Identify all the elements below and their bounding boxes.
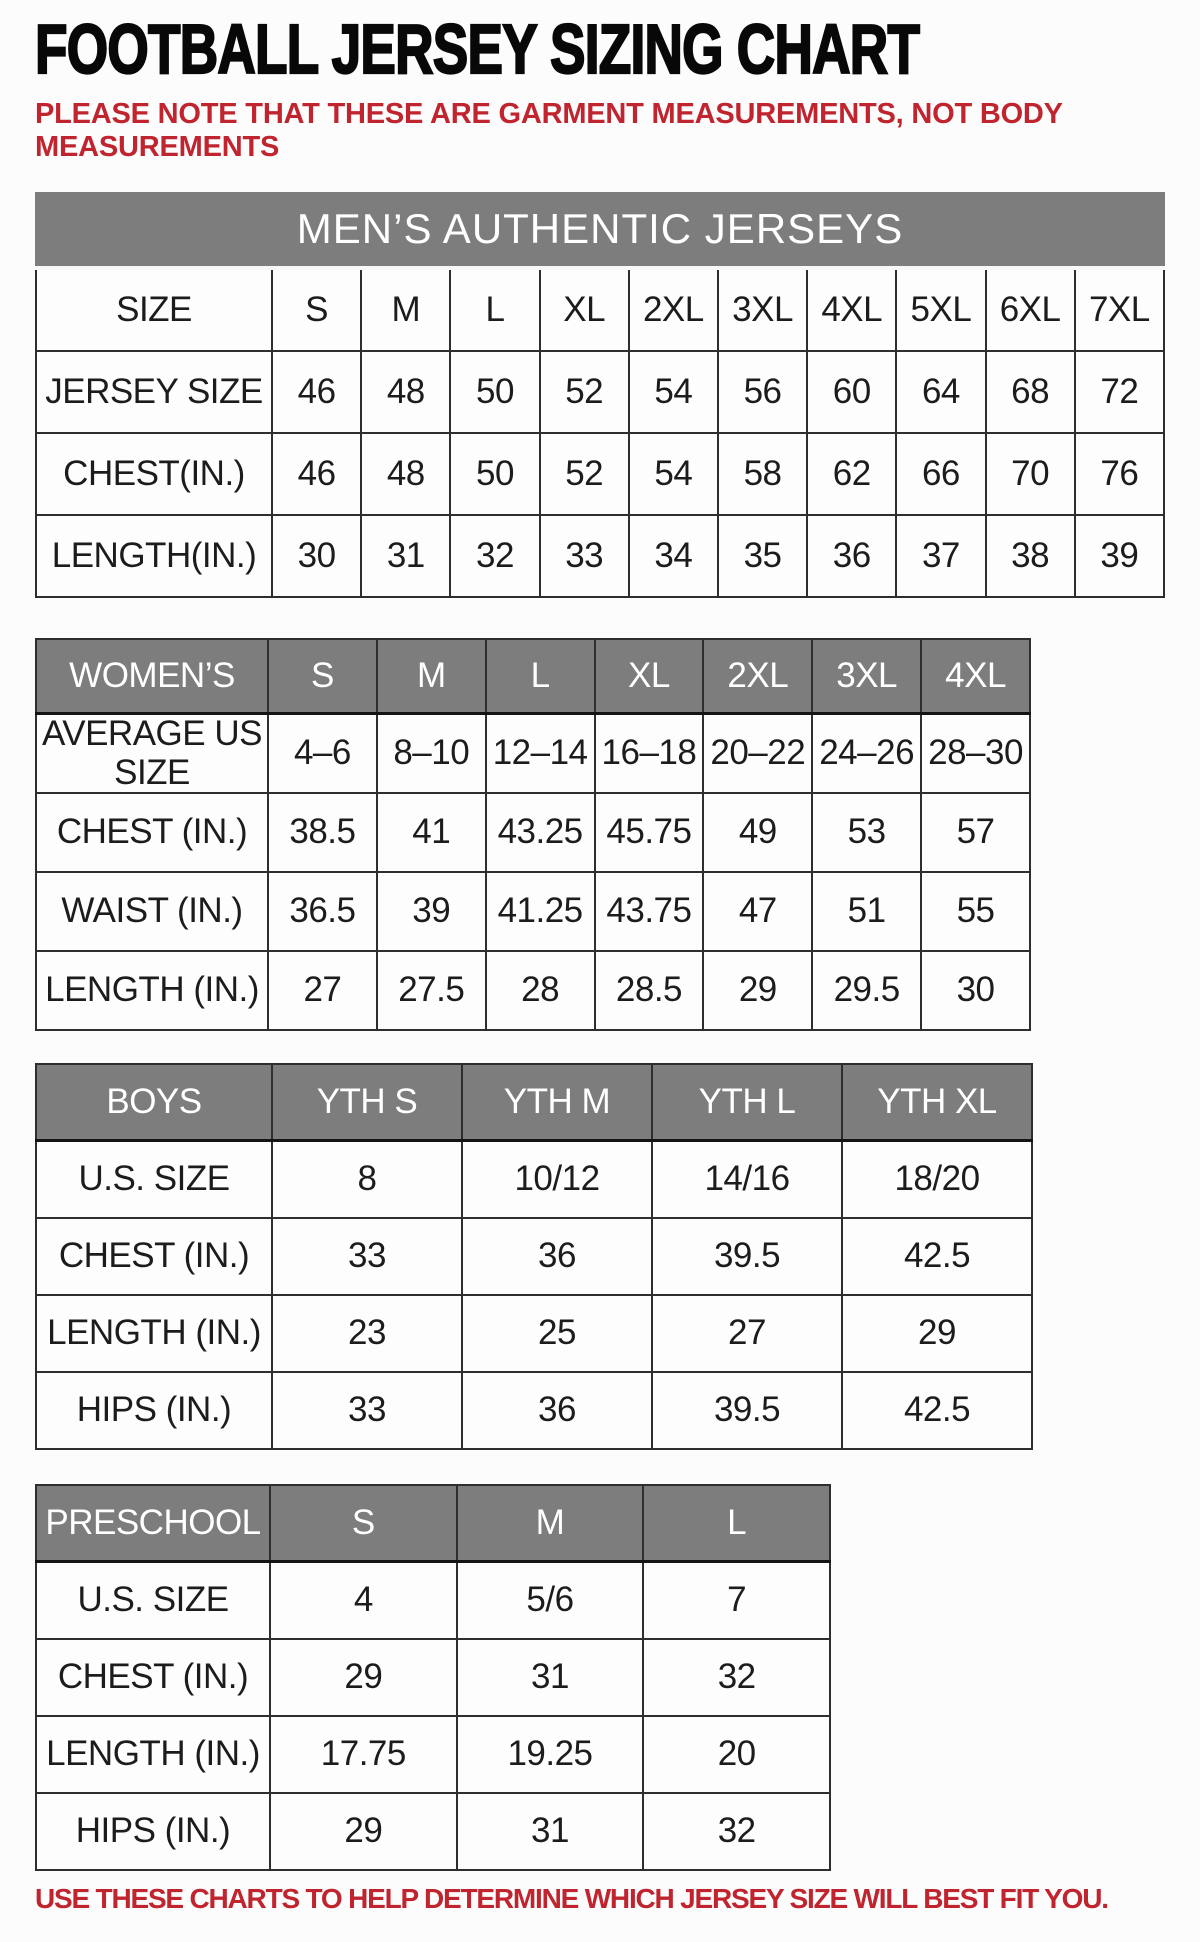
table-cell: 66 xyxy=(896,433,985,515)
mens-col-5xl: 5XL xyxy=(896,270,985,351)
table-cell: 7 xyxy=(643,1562,830,1640)
preschool-row-label: HIPS (IN.) xyxy=(36,1793,270,1870)
table-cell: 36 xyxy=(462,1372,652,1449)
womens-size-table xyxy=(35,638,1031,1031)
womens-col-xl: XL xyxy=(595,639,704,714)
boys-size-table xyxy=(35,1063,1033,1450)
footer-note: USE THESE CHARTS TO HELP DETERMINE WHICH JERSEY SIZE WILL BEST FIT YOU. xyxy=(35,1883,1108,1914)
mens-col-6xl: 6XL xyxy=(986,270,1075,351)
table-cell: 60 xyxy=(807,351,896,433)
womens-col-l: L xyxy=(486,639,595,714)
preschool-row-label: CHEST (IN.) xyxy=(36,1639,270,1716)
table-cell: 28.5 xyxy=(595,951,704,1030)
table-cell: 52 xyxy=(540,351,629,433)
mens-col-4xl: 4XL xyxy=(807,270,896,351)
table-cell: 49 xyxy=(703,793,812,872)
table-cell: 8–10 xyxy=(377,714,486,794)
table-cell: 33 xyxy=(540,515,629,597)
mens-row-jersey-size xyxy=(36,351,1164,433)
table-cell: 30 xyxy=(921,951,1030,1030)
table-cell: 19.25 xyxy=(457,1716,644,1793)
table-cell: 8 xyxy=(272,1141,462,1219)
table-cell: 17.75 xyxy=(270,1716,457,1793)
table-cell: 14/16 xyxy=(652,1141,842,1219)
table-cell: 16–18 xyxy=(595,714,704,794)
table-cell: 30 xyxy=(272,515,361,597)
womens-row-label: WAIST (IN.) xyxy=(36,872,268,951)
table-cell: 46 xyxy=(272,433,361,515)
boys-row-length-in xyxy=(36,1295,1032,1372)
table-cell: 32 xyxy=(643,1639,830,1716)
boys-row-label: LENGTH (IN.) xyxy=(36,1295,272,1372)
table-cell: 31 xyxy=(361,515,450,597)
womens-col-2xl: 2XL xyxy=(703,639,812,714)
table-cell: 29 xyxy=(270,1793,457,1870)
table-cell: 42.5 xyxy=(842,1372,1032,1449)
table-cell: 54 xyxy=(629,433,718,515)
table-cell: 29 xyxy=(270,1639,457,1716)
mens-section xyxy=(35,192,1168,598)
table-cell: 28–30 xyxy=(921,714,1030,794)
mens-row-chest-in xyxy=(36,433,1164,515)
page-title: FOOTBALL JERSEY SIZING CHART xyxy=(35,10,920,88)
table-cell: 53 xyxy=(812,793,921,872)
table-cell: 23 xyxy=(272,1295,462,1372)
table-cell: 20–22 xyxy=(703,714,812,794)
preschool-row-label: U.S. SIZE xyxy=(36,1562,270,1640)
womens-row-length-in xyxy=(36,951,1030,1030)
table-cell: 43.25 xyxy=(486,793,595,872)
boys-col-yth-l: YTH L xyxy=(652,1064,842,1141)
boys-row-chest-in xyxy=(36,1218,1032,1295)
table-cell: 41.25 xyxy=(486,872,595,951)
preschool-row-chest-in xyxy=(36,1639,830,1716)
womens-row-average-us-size xyxy=(36,714,1030,794)
table-cell: 33 xyxy=(272,1218,462,1295)
preschool-row-hips-in xyxy=(36,1793,830,1870)
preschool-col-m: M xyxy=(457,1485,644,1562)
table-cell: 39 xyxy=(377,872,486,951)
table-cell: 18/20 xyxy=(842,1141,1032,1219)
table-cell: 32 xyxy=(450,515,539,597)
table-cell: 68 xyxy=(986,351,1075,433)
preschool-row-length-in xyxy=(36,1716,830,1793)
table-cell: 20 xyxy=(643,1716,830,1793)
mens-col-l: L xyxy=(450,270,539,351)
table-cell: 4 xyxy=(270,1562,457,1640)
table-cell: 39.5 xyxy=(652,1372,842,1449)
table-cell: 27.5 xyxy=(377,951,486,1030)
table-cell: 28 xyxy=(486,951,595,1030)
table-cell: 29 xyxy=(703,951,812,1030)
table-cell: 10/12 xyxy=(462,1141,652,1219)
mens-col-xl: XL xyxy=(540,270,629,351)
table-cell: 36 xyxy=(462,1218,652,1295)
table-cell: 39.5 xyxy=(652,1218,842,1295)
table-cell: 29 xyxy=(842,1295,1032,1372)
table-cell: 25 xyxy=(462,1295,652,1372)
womens-title-cell: WOMEN’S xyxy=(36,639,268,714)
womens-col-s: S xyxy=(268,639,377,714)
table-cell: 58 xyxy=(718,433,807,515)
table-cell: 48 xyxy=(361,351,450,433)
boys-header-row xyxy=(36,1064,1032,1141)
boys-col-yth-s: YTH S xyxy=(272,1064,462,1141)
table-cell: 36.5 xyxy=(268,872,377,951)
womens-row-label: CHEST (IN.) xyxy=(36,793,268,872)
preschool-row-label: LENGTH (IN.) xyxy=(36,1716,270,1793)
preschool-size-table xyxy=(35,1484,831,1871)
table-cell: 62 xyxy=(807,433,896,515)
boys-title-cell: BOYS xyxy=(36,1064,272,1141)
womens-section xyxy=(35,638,1168,1031)
preschool-section xyxy=(35,1484,1168,1871)
table-cell: 50 xyxy=(450,433,539,515)
mens-row-label: CHEST(IN.) xyxy=(36,433,272,515)
womens-row-label: LENGTH (IN.) xyxy=(36,951,268,1030)
table-cell: 27 xyxy=(268,951,377,1030)
table-cell: 43.75 xyxy=(595,872,704,951)
womens-header-row xyxy=(36,639,1030,714)
table-cell: 52 xyxy=(540,433,629,515)
womens-row-waist-in xyxy=(36,872,1030,951)
garment-measurements-note: PLEASE NOTE THAT THESE ARE GARMENT MEASUREMENTS, NOT BODY MEASUREMENTS xyxy=(35,98,1063,163)
table-cell: 38 xyxy=(986,515,1075,597)
preschool-header-row xyxy=(36,1485,830,1562)
boys-section xyxy=(35,1063,1168,1450)
table-cell: 51 xyxy=(812,872,921,951)
table-cell: 45.75 xyxy=(595,793,704,872)
table-cell: 70 xyxy=(986,433,1075,515)
table-cell: 72 xyxy=(1075,351,1164,433)
table-cell: 31 xyxy=(457,1793,644,1870)
table-cell: 38.5 xyxy=(268,793,377,872)
table-cell: 34 xyxy=(629,515,718,597)
table-cell: 31 xyxy=(457,1639,644,1716)
table-cell: 35 xyxy=(718,515,807,597)
preschool-row-u-s-size xyxy=(36,1562,830,1640)
mens-col-m: M xyxy=(361,270,450,351)
boys-row-u-s-size xyxy=(36,1141,1032,1219)
preschool-title-cell: PRESCHOOL xyxy=(36,1485,270,1562)
mens-title-cell: SIZE xyxy=(36,270,272,351)
table-cell: 64 xyxy=(896,351,985,433)
table-cell: 47 xyxy=(703,872,812,951)
mens-col-7xl: 7XL xyxy=(1075,270,1164,351)
table-cell: 24–26 xyxy=(812,714,921,794)
table-cell: 39 xyxy=(1075,515,1164,597)
boys-col-yth-m: YTH M xyxy=(462,1064,652,1141)
table-cell: 42.5 xyxy=(842,1218,1032,1295)
mens-col-3xl: 3XL xyxy=(718,270,807,351)
table-cell: 57 xyxy=(921,793,1030,872)
mens-row-label: LENGTH(IN.) xyxy=(36,515,272,597)
mens-authentic-jerseys-table xyxy=(35,270,1165,598)
table-cell: 46 xyxy=(272,351,361,433)
womens-row-chest-in xyxy=(36,793,1030,872)
table-cell: 4–6 xyxy=(268,714,377,794)
table-cell: 29.5 xyxy=(812,951,921,1030)
table-cell: 54 xyxy=(629,351,718,433)
table-cell: 48 xyxy=(361,433,450,515)
mens-header-row xyxy=(36,270,1164,351)
womens-col-3xl: 3XL xyxy=(812,639,921,714)
boys-col-yth-xl: YTH XL xyxy=(842,1064,1032,1141)
mens-row-length-in xyxy=(36,515,1164,597)
table-cell: 33 xyxy=(272,1372,462,1449)
mens-row-label: JERSEY SIZE xyxy=(36,351,272,433)
womens-col-4xl: 4XL xyxy=(921,639,1030,714)
preschool-col-s: S xyxy=(270,1485,457,1562)
table-cell: 12–14 xyxy=(486,714,595,794)
womens-row-label: AVERAGE US SIZE xyxy=(36,714,268,794)
mens-col-s: S xyxy=(272,270,361,351)
preschool-col-l: L xyxy=(643,1485,830,1562)
table-cell: 37 xyxy=(896,515,985,597)
table-cell: 55 xyxy=(921,872,1030,951)
table-cell: 56 xyxy=(718,351,807,433)
boys-row-hips-in xyxy=(36,1372,1032,1449)
womens-col-m: M xyxy=(377,639,486,714)
table-cell: 76 xyxy=(1075,433,1164,515)
table-cell: 50 xyxy=(450,351,539,433)
boys-row-label: HIPS (IN.) xyxy=(36,1372,272,1449)
table-cell: 36 xyxy=(807,515,896,597)
table-cell: 41 xyxy=(377,793,486,872)
boys-row-label: CHEST (IN.) xyxy=(36,1218,272,1295)
boys-row-label: U.S. SIZE xyxy=(36,1141,272,1219)
table-cell: 27 xyxy=(652,1295,842,1372)
mens-col-2xl: 2XL xyxy=(629,270,718,351)
table-cell: 5/6 xyxy=(457,1562,644,1640)
mens-banner: MEN’S AUTHENTIC JERSEYS xyxy=(35,192,1165,270)
table-cell: 32 xyxy=(643,1793,830,1870)
